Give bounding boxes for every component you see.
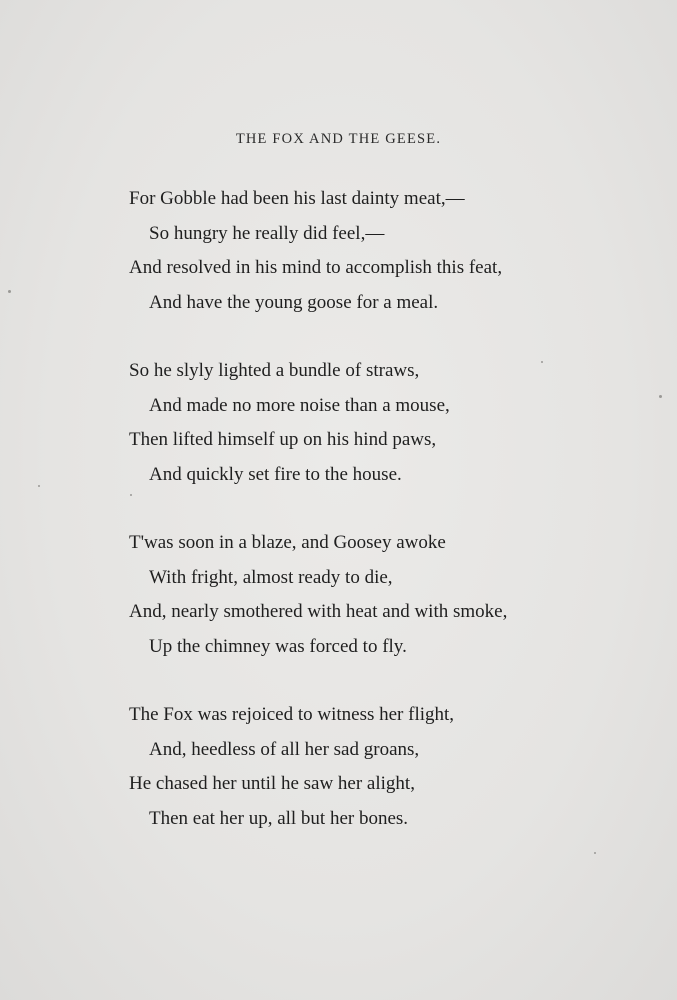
paper-speck bbox=[130, 494, 132, 496]
paper-speck bbox=[659, 395, 662, 398]
poem bbox=[129, 182, 649, 870]
poem-line: He chased her until he saw her alight, bbox=[129, 773, 415, 794]
paper-speck bbox=[594, 852, 596, 854]
paper-speck bbox=[8, 290, 11, 293]
poem-line: Up the chimney was forced to fly. bbox=[149, 635, 407, 657]
poem-line: And, nearly smothered with heat and with smoke, bbox=[129, 601, 508, 622]
poem-line: And made no more noise than a mouse, bbox=[149, 394, 450, 416]
poem-line: Then lifted himself up on his hind paws, bbox=[129, 429, 437, 450]
poem-line: Then eat her up, all but her bones. bbox=[149, 807, 409, 829]
poem-line: And resolved in his mind to accomplish this feat, bbox=[129, 257, 503, 278]
stanza-1 bbox=[129, 182, 649, 320]
poem-line: And, heedless of all her sad groans, bbox=[149, 738, 420, 760]
poem-line: So hungry he really did feel,— bbox=[149, 222, 385, 244]
stanza-3 bbox=[129, 526, 649, 664]
running-head: THE FOX AND THE GEESE. bbox=[235, 131, 442, 147]
poem-line: The Fox was rejoiced to witness her flight, bbox=[129, 704, 455, 725]
poem-line: So he slyly lighted a bundle of straws, bbox=[129, 360, 420, 381]
poem-line: For Gobble had been his last dainty meat,— bbox=[129, 188, 465, 209]
paper-speck bbox=[38, 485, 40, 487]
poem-line: And have the young goose for a meal. bbox=[149, 291, 439, 313]
poem-line: T'was soon in a blaze, and Goosey awoke bbox=[129, 532, 446, 553]
poem-line: With fright, almost ready to die, bbox=[149, 566, 393, 588]
paper-speck bbox=[541, 361, 543, 363]
stanza-2 bbox=[129, 354, 649, 492]
stanza-4 bbox=[129, 698, 649, 836]
poem-line: And quickly set fire to the house. bbox=[149, 463, 402, 485]
